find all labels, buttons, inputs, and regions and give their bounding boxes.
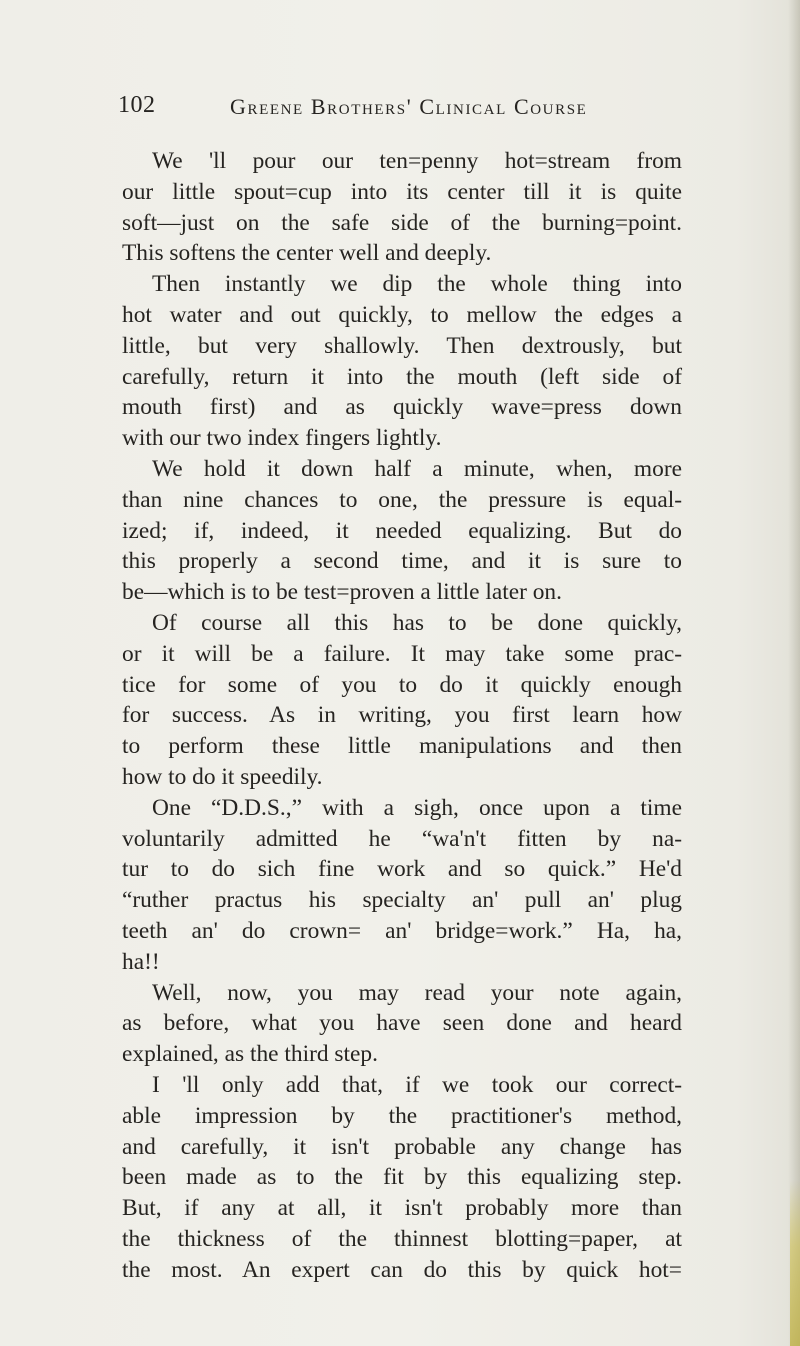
text-line: I 'll only add that, if we took our correct-	[152, 1071, 682, 1098]
text-line: the most. An expert can do this by quick hot=	[122, 1256, 682, 1283]
text-line: hot water and out quickly, to mellow the edges a	[122, 301, 682, 328]
page-edge-shadow	[788, 0, 800, 1346]
text-line: tice for some of you to do it quickly enough	[122, 671, 682, 698]
text-line: Well, now, you may read your note again,	[152, 979, 682, 1006]
text-line: or it will be a failure. It may take some prac-	[122, 640, 682, 667]
text-line: be—which is to be test=proven a little later on.	[122, 579, 562, 606]
text-line: and carefully, it isn't probable any change has	[122, 1133, 682, 1160]
text-line: than nine chances to one, the pressure is equal-	[122, 486, 682, 513]
text-line: been made as to the fit by this equalizing step.	[122, 1164, 682, 1191]
text-line: our little spout=cup into its center till it is quite	[122, 178, 682, 205]
text-line: Then instantly we dip the whole thing into	[152, 271, 682, 298]
text-line: “ruther practus his specialty an' pull an' plug	[122, 887, 682, 914]
text-line: Of course all this has to be done quickly,	[152, 609, 682, 636]
text-line: We 'll pour our ten=penny hot=stream from	[152, 148, 682, 174]
running-head: Greene Brothers' Clinical Course	[230, 94, 588, 119]
text-line: But, if any at all, it isn't probably more than	[122, 1195, 682, 1222]
text-line: explained, as the third step.	[122, 1041, 378, 1068]
page-edge-stain	[790, 1180, 800, 1346]
text-line: to perform these little manipulations and then	[122, 733, 682, 760]
text-line: soft—just on the safe side of the burning=point.	[122, 209, 682, 236]
text-line: this properly a second time, and it is sure to	[122, 548, 682, 575]
text-line: how to do it speedily.	[122, 763, 323, 790]
text-line: with our two index fingers lightly.	[122, 425, 442, 452]
text-line: little, but very shallowly. Then dextrously, but	[122, 332, 682, 359]
text-line: ha!!	[122, 948, 160, 975]
text-line: mouth first) and as quickly wave=press down	[122, 394, 682, 421]
text-line: This softens the center well and deeply.	[122, 240, 492, 267]
text-line: voluntarily admitted he “wa'n't fitten by na-	[122, 825, 682, 852]
page-header	[118, 92, 678, 122]
text-line: the thickness of the thinnest blotting=paper, at	[122, 1225, 682, 1252]
text-line: ized; if, indeed, it needed equalizing. But do	[122, 517, 682, 544]
text-line: teeth an' do crown= an' bridge=work.” Ha, ha,	[122, 917, 682, 944]
page-number: 102	[118, 92, 156, 118]
text-line: as before, what you have seen done and heard	[122, 1010, 682, 1037]
text-line: able impression by the practitioner's method,	[122, 1102, 682, 1129]
text-line: carefully, return it into the mouth (left side of	[122, 363, 682, 390]
text-line: for success. As in writing, you first learn how	[122, 702, 682, 729]
text-line: One “D.D.S.,” with a sigh, once upon a time	[152, 794, 682, 821]
body-text	[122, 146, 682, 1285]
text-line: We hold it down half a minute, when, more	[152, 455, 682, 482]
text-line: tur to do sich fine work and so quick.” He'd	[122, 856, 682, 883]
